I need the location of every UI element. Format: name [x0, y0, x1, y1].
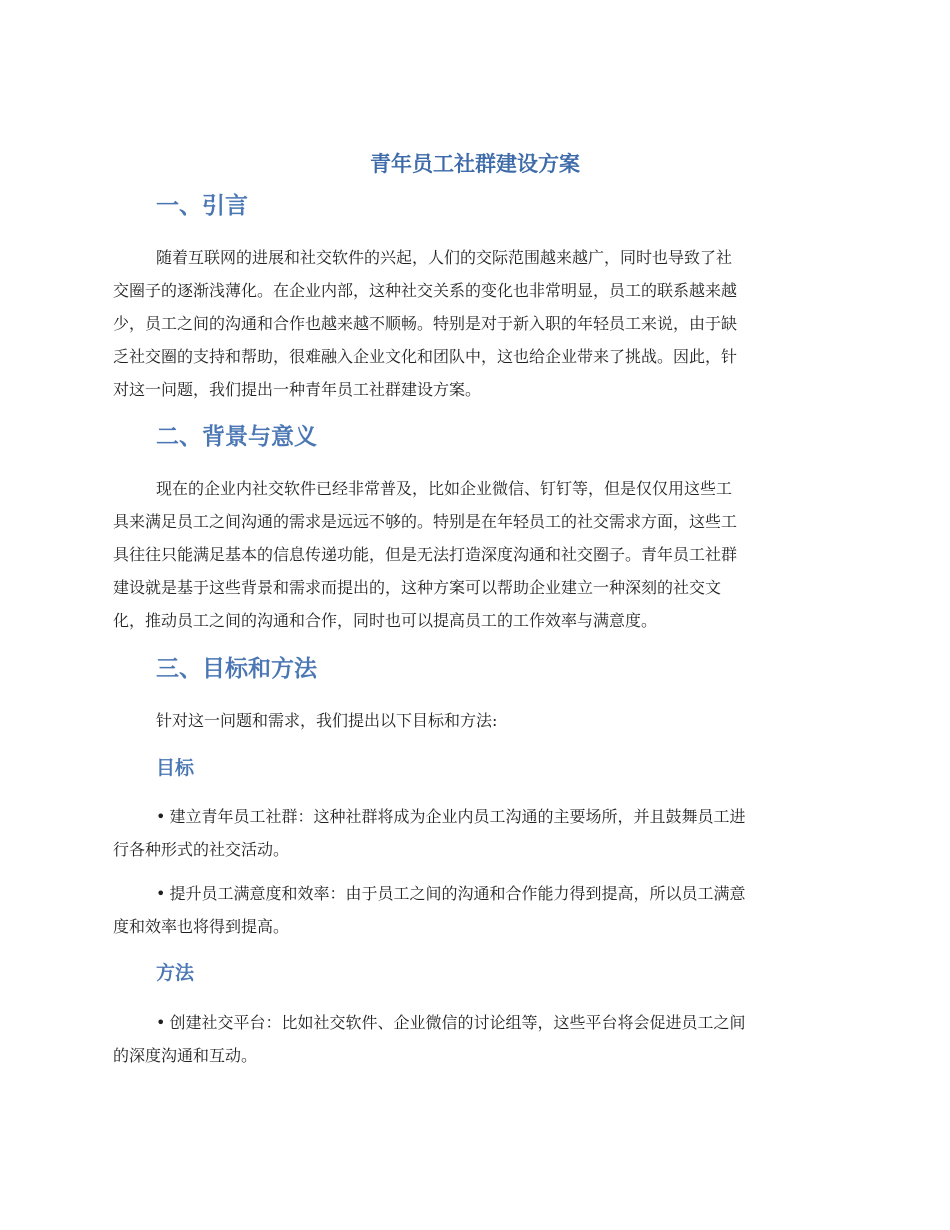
subsection-heading-methods: 方法 — [156, 962, 195, 984]
bullet-icon: • — [156, 1013, 166, 1032]
bullet-line — [113, 800, 840, 833]
bullet-line — [113, 1006, 840, 1039]
bullet-line — [113, 877, 840, 910]
paragraph-line: 少，员工之间的沟通和合作也越来越不顺畅。特别是对于新入职的年轻员工来说，由于缺 — [113, 314, 738, 333]
method-item-text: 创建社交平台：比如社交软件、企业微信的讨论组等，这些平台将会促进员工之间 — [169, 1013, 746, 1032]
subsection-heading-goals: 目标 — [156, 757, 195, 779]
section-heading-background: 二、背景与意义 — [156, 424, 317, 450]
paragraph-line: 度和效率也将得到提高。 — [113, 917, 290, 936]
method-item — [113, 1006, 840, 1072]
paragraph-line: 化，推动员工之间的沟通和合作，同时也可以提高员工的工作效率与满意度。 — [113, 611, 658, 630]
introduction-paragraph — [113, 241, 840, 406]
background-paragraph — [113, 472, 840, 637]
paragraph-line: 针对这一问题和需求，我们提出以下目标和方法: — [156, 711, 498, 730]
paragraph-line: 建设就是基于这些背景和需求而提出的，这种方案可以帮助企业建立一种深刻的社交文 — [113, 578, 722, 597]
goal-item-text: 提升员工满意度和效率：由于员工之间的沟通和合作能力得到提高，所以员工满意 — [169, 884, 746, 903]
goal-item — [113, 800, 840, 866]
bullet-icon: • — [156, 807, 166, 826]
paragraph-line: 随着互联网的进展和社交软件的兴起，人们的交际范围越来越广，同时也导致了社 — [156, 248, 733, 267]
paragraph-line: 具往往只能满足基本的信息传递功能，但是无法打造深度沟通和社交圈子。青年员工社群 — [113, 545, 738, 564]
paragraph-line: 行各种形式的社交活动。 — [113, 840, 290, 859]
paragraph-line: 对这一问题，我们提出一种青年员工社群建设方案。 — [113, 380, 482, 399]
bullet-icon: • — [156, 884, 166, 903]
paragraph-line: 乏社交圈的支持和帮助，很难融入企业文化和团队中，这也给企业带来了挑战。因此，针 — [113, 347, 738, 366]
paragraph-line: 现在的企业内社交软件已经非常普及，比如企业微信、钉钉等，但是仅仅用这些工 — [156, 479, 733, 498]
paragraph-line: 交圈子的逐渐浅薄化。在企业内部，这种社交关系的变化也非常明显，员工的联系越来越 — [113, 281, 738, 300]
goals-intro-paragraph — [113, 704, 840, 737]
goal-item-text: 建立青年员工社群：这种社群将成为企业内员工沟通的主要场所，并且鼓舞员工进 — [169, 807, 746, 826]
goal-item — [113, 877, 840, 943]
document-title: 青年员工社群建设方案 — [370, 152, 580, 176]
paragraph-line: 具来满足员工之间沟通的需求是远远不够的。特别是在年轻员工的社交需求方面，这些工 — [113, 512, 738, 531]
section-heading-goals-methods: 三、目标和方法 — [156, 656, 317, 682]
section-heading-introduction: 一、引言 — [156, 193, 248, 219]
paragraph-line: 的深度沟通和互动。 — [113, 1046, 258, 1065]
